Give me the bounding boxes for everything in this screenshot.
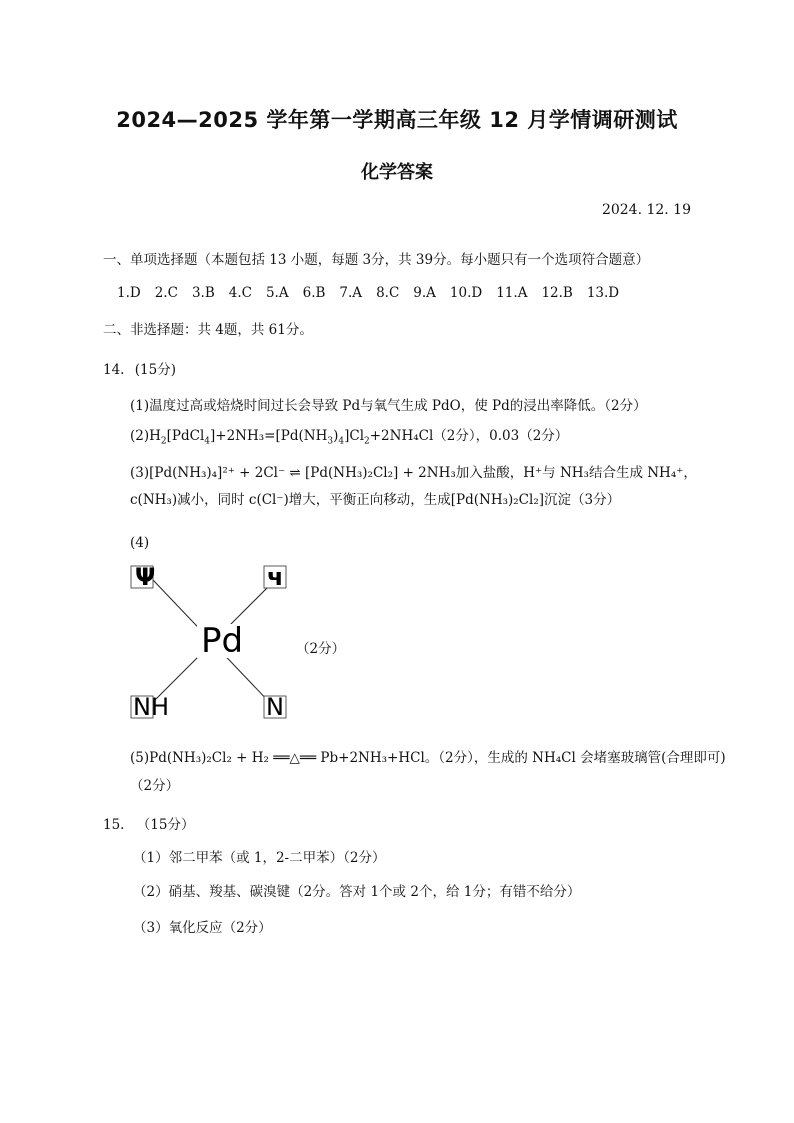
q15-part1: （1）邻二甲苯（或 1，2-二甲苯）（2分） [133, 850, 386, 866]
q14-header [103, 358, 176, 378]
q14-part2-sub: 4 [338, 436, 345, 447]
page-title: 2024—2025 学年第一学期高三年级 12 月学情调研测试 [116, 108, 678, 132]
q14-part2-text: (2)H [130, 428, 161, 444]
section2-heading: 二、非选择题：共 4题，共 61分。 [103, 322, 313, 338]
q14-part3-line2: c(NH₃)减小，同时 c(Cl⁻)增大，平衡正向移动，生成[Pd(NH₃)₂Cl₂]沉淀（3分） [130, 492, 621, 508]
q14-score: (15分) [134, 362, 176, 378]
q15-score: （15分） [136, 817, 195, 833]
q14-part2 [130, 424, 568, 447]
q14-part4-score: （2分） [296, 641, 346, 657]
q14-part2-sub: 3 [327, 436, 334, 447]
q14-part2-sub: 2 [364, 436, 370, 447]
answer-item: 6.B [302, 285, 326, 301]
q15-number: 15. [103, 817, 125, 833]
q14-part2-text: [PdCl [166, 428, 205, 444]
answer-item: 13.D [586, 285, 620, 301]
q14-part1: (1)温度过高或焙烧时间过长会导致 Pd与氧气生成 PdO，使 Pd的浸出率降低。（2分） [130, 398, 647, 414]
page-subtitle: 化学答案 [361, 162, 433, 183]
answer-item: 5.A [265, 285, 289, 301]
q14-part2-text: +2NH₄Cl（2分），0.03（2分） [369, 428, 569, 444]
answer-item: 12.B [541, 285, 573, 301]
pd-structure-diagram [125, 558, 305, 728]
q14-part2-text: ]+2NH₃=[Pd(NH [210, 428, 328, 444]
exam-date: 2024. 12. 19 [601, 202, 691, 218]
answer-item: 9.A [413, 285, 436, 301]
q15-part2: （2）硝基、羧基、碳溴键（2分。答对 1个或 2个，给 1分；有错不给分） [133, 884, 581, 900]
q14-part3-line1: (3)[Pd(NH₃)₄]²⁺ + 2Cl⁻ ⇌ [Pd(NH₃)₂Cl₂] + 2NH₃加入盐酸，H⁺与 NH₃结合生成 NH₄⁺， [130, 465, 697, 481]
answer-item: 7.A [339, 285, 363, 301]
ligand-glyph: Ψ [135, 563, 156, 591]
answer-item: 10.D [449, 285, 483, 301]
answer-list [117, 285, 633, 301]
answer-items [117, 285, 633, 301]
q14-part4-label: (4) [130, 535, 150, 551]
answer-item: 3.B [191, 285, 215, 301]
q14-part2-text: ) [333, 428, 339, 444]
ligand-glyph: ч [267, 563, 284, 591]
answer-item: 4.C [228, 285, 252, 301]
q14-part5-line1: (5)Pd(NH₃)₂Cl₂ + H₂ ══△══ Pb+2NH₃+HCl。（2分），生成的 NH₄Cl 会堵塞玻璃管(合理即可) [130, 750, 726, 766]
section1-heading: 一、单项选择题（本题包括 13 小题，每题 3分，共 39分。每小题只有一个选项符合题意） [103, 252, 650, 268]
answer-item: 11.A [496, 285, 528, 301]
ligand-glyph: NH [133, 693, 169, 721]
answer-item: 1.D [117, 285, 141, 301]
pd-center-label: Pd [201, 621, 244, 661]
q14-part2-sub: 2 [160, 436, 167, 447]
q15-header [103, 813, 194, 833]
q14-number: 14. [103, 362, 125, 378]
q14-part2-text: ]Cl [344, 428, 365, 444]
q15-part3: （3）氧化反应（2分） [133, 920, 272, 936]
answer-item: 2.C [154, 285, 178, 301]
q14-part2-sub: 4 [204, 436, 211, 447]
answer-item: 8.C [376, 285, 400, 301]
q14-part5-line2: （2分） [130, 778, 180, 794]
ligand-glyph: N [266, 693, 284, 721]
